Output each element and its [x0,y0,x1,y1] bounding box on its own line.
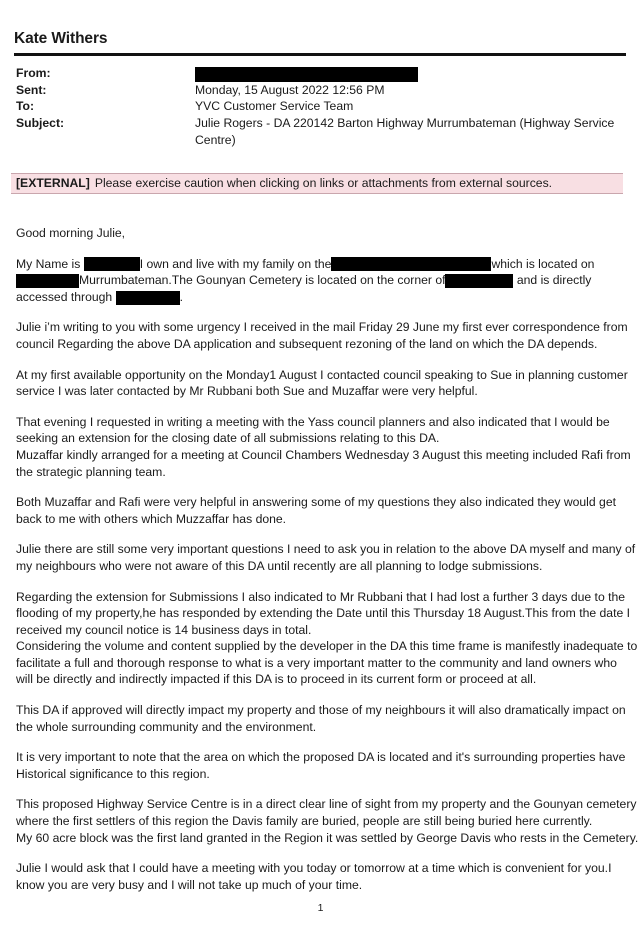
body-paragraph [16,796,639,846]
paragraph-line: know you are very busy and I will not take up much of your time. [16,877,363,892]
external-tag: [EXTERNAL] [16,176,90,191]
intro-text: and is directly [516,273,592,288]
to-value: YVC Customer Service Team [195,99,354,114]
page-number: 1 [317,902,324,914]
subject-value [195,115,616,148]
intro-text: accessed through [16,289,113,304]
intro-text: My Name is [16,256,81,271]
email-metadata [16,65,616,148]
redaction-corner [445,274,513,288]
paragraph-line: Considering the volume and content supplied by the developer in the DA this time frame is manifestly inadequate to [16,639,638,654]
body-paragraph [16,860,626,893]
paragraph-line: the strategic planning team. [16,464,166,479]
paragraph-line: will be directly and indirectly impacted if this DA is to proceed in its current form or proceed at all. [16,672,537,687]
paragraph-line: This proposed Highway Service Centre is in a direct clear line of sight from my property and the Gounyan cemetery [16,797,637,812]
redaction-from [195,67,418,82]
subject-line-1: Julie Rogers - DA 220142 Barton Highway Murrumbateman (Highway Service [195,115,615,130]
paragraph-line: council Regarding the above DA application and subsequent rezoning of the land on which the DA depends. [16,336,598,351]
paragraph-line: My 60 acre block was the first land granted in the Region it was settled by George Davis who rests in the Cemetery. [16,830,639,845]
paragraph-line: Julie i’m writing to you with some urgency I received in the mail Friday 29 June my first ever correspondence from [16,320,628,335]
intro-text: Murrumbateman.The Gounyan Cemetery is located on the corner of [79,273,446,288]
sent-row [16,82,616,99]
paragraph-line: It is very important to note that the area on which the proposed DA is located and it's surrounding properties have [16,750,626,765]
paragraph-line: my neighbours who were not aware of this DA until recently are all planning to lodge submissions. [16,558,543,573]
body-paragraph [16,541,636,574]
paragraph-line: service I was later contacted by Mr Rubbani both Sue and Muzaffar were very helpful. [16,384,478,399]
intro-line-1 [16,256,626,273]
from-row [16,65,616,82]
body-paragraphs [16,319,639,893]
body-paragraph [16,749,626,782]
greeting: Good morning Julie, [16,226,126,240]
paragraph-line: This DA if approved will directly impact my property and those of my neighbours it will also dramatically impact on [16,703,626,718]
intro-line-3 [16,289,626,306]
intro-text: which is located on [491,256,595,271]
subject-line-2: Centre) [195,132,236,147]
paragraph-line: back to me with others which Muzzaffar has done. [16,511,287,526]
sent-value: Monday, 15 August 2022 12:56 PM [195,82,385,97]
intro-text: . [179,289,183,304]
paragraph-line: facilitate a full and thorough response to what is a very important matter to the community and land owners who [16,655,617,670]
body-paragraph [16,702,626,735]
external-warning-banner [11,173,623,194]
paragraph-line: received my council notice is 14 business days in total. [16,622,312,637]
intro-text: I own and live with my family on the [139,256,332,271]
paragraph-line: Historical significance to this region. [16,766,210,781]
redaction-location [16,274,79,288]
to-row [16,98,616,115]
body-paragraph [16,589,638,689]
paragraph-line: where the first settlers of this region the Davis family are buried, people are still being buried here currently. [16,814,593,829]
paragraph-line: That evening I requested in writing a meeting with the Yass council planners and also indicated that I would be [16,414,610,429]
header-divider [14,53,626,56]
intro-paragraph [16,256,626,306]
paragraph-line: Muzaffar kindly arranged for a meeting at Council Chambers Wednesday 3 August this meeting included Rafi from [16,447,631,462]
paragraph-line: the whole surrounding community and the environment. [16,719,317,734]
redaction-name [84,257,140,271]
body-paragraph [16,367,626,400]
body-paragraph [16,494,626,527]
external-warning-text: Please exercise caution when clicking on links or attachments from external sources. [94,176,553,191]
paragraph-line: Julie I would ask that I could have a meeting with you today or tomorrow at a time which is convenient for you.I [16,861,612,876]
subject-row [16,115,616,148]
redaction-address [331,257,491,271]
from-value [195,65,616,82]
from-label: From: [16,66,51,80]
body-paragraph [16,414,631,480]
sent-label: Sent: [16,82,47,97]
intro-line-2 [16,272,626,289]
body-paragraph [16,319,626,352]
paragraph-line: Regarding the extension for Submissions I also indicated to Mr Rubbani that I had lost a further 3 days due to the [16,589,626,604]
paragraph-line: Julie there are still some very important questions I need to ask you in relation to the above DA myself and many of [16,542,636,557]
to-label: To: [16,99,35,114]
paragraph-line: Both Muzaffar and Rafi were very helpful in answering some of my questions they also indicated they would get [16,495,616,510]
redaction-access-road [116,291,180,305]
paragraph-line: seeking an extension for the closing date of all submissions relating to this DA. [16,431,440,446]
sender-name-header: Kate Withers [14,30,108,47]
paragraph-line: flooding of my property,he has responded by extending the Date until this Thursday 18 August.This from the date I [16,606,631,621]
paragraph-line: At my first available opportunity on the Monday1 August I contacted council speaking to Sue in planning customer [16,367,628,382]
subject-label: Subject: [16,115,65,130]
email-body [16,225,639,907]
